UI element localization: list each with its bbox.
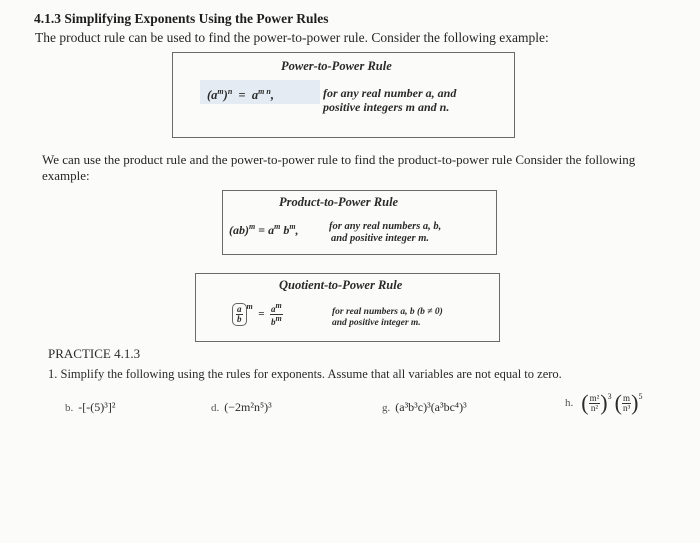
power-to-power-title: Power-to-Power Rule <box>281 59 392 73</box>
problem-g-label: g. <box>382 402 391 414</box>
product-to-power-box <box>222 190 497 255</box>
product-to-power-title: Product-to-Power Rule <box>279 195 399 209</box>
problem-h-fraction-2 <box>622 394 631 413</box>
problem-h-paren-open-2: ( <box>614 390 622 415</box>
condition-line-2: positive integers m and n. <box>323 99 450 114</box>
problem-h-exp-2: 5 <box>638 392 643 401</box>
quotient-lhs-fraction <box>236 305 243 324</box>
product-condition-2: and positive integer m. <box>331 233 429 245</box>
formula-close-paren: ) <box>223 88 228 103</box>
intro-text: The product rule can be used to find the power-to-power rule. Consider the following example: <box>35 30 549 45</box>
quotient-to-power-title: Quotient-to-Power Rule <box>279 278 403 292</box>
quotient-rhs-den-base: b <box>271 317 276 327</box>
problem-d-label: d. <box>211 402 220 414</box>
quotient-condition-1: for real numbers a, b (b ≠ 0) <box>332 307 443 317</box>
condition-line-1: for any real number a, and <box>323 86 457 100</box>
problem-g-expr: (a³b³c)³(a³bc⁴)³ <box>395 400 467 414</box>
quotient-rhs-den <box>270 315 283 327</box>
product-rhs-a-exp: m <box>274 222 281 231</box>
quotient-rhs-fraction <box>270 302 283 327</box>
quotient-lhs-exp: m <box>246 302 253 311</box>
problem-b-expr: -[-(5)³]² <box>78 400 116 414</box>
quotient-to-power-formula <box>232 302 283 327</box>
formula-base: (a <box>207 88 218 103</box>
power-to-power-box <box>172 52 515 138</box>
product-to-power-conditions <box>329 221 441 245</box>
problem-d-expr: (−2m²n⁵)³ <box>224 400 272 414</box>
power-to-power-conditions <box>323 87 456 115</box>
product-lhs: (ab) <box>229 223 249 237</box>
product-rhs-a: a <box>268 223 275 237</box>
problem-h-den-2: n³ <box>622 402 631 413</box>
problem-h-fraction-1 <box>589 394 601 413</box>
problem-d <box>211 400 272 415</box>
formula-result-base: a <box>251 88 259 103</box>
quotient-lhs-num: a <box>237 304 242 314</box>
problem-h-paren-close-2: ) <box>631 390 639 415</box>
product-to-power-formula <box>229 222 299 238</box>
quotient-lhs-den: b <box>237 314 242 324</box>
problem-h-paren-open-1: ( <box>581 390 589 415</box>
formula-inner-exp: m <box>217 87 224 96</box>
problem-g <box>382 400 467 415</box>
quotient-condition-2: and positive integer m. <box>332 317 421 328</box>
formula-outer-exp: n <box>227 87 233 96</box>
explanation-paragraph: We can use the product rule and the power-to-power rule to find the product-to-power rule Consider the following example: <box>42 152 636 183</box>
formula-comma: , <box>270 88 274 103</box>
quotient-lhs-frame <box>232 303 247 326</box>
problem-h-den-1: n² <box>590 402 599 413</box>
product-comma: , <box>295 223 299 237</box>
problem-b-label: b. <box>65 402 74 414</box>
quotient-rhs-den-exp: m <box>275 314 282 323</box>
practice-title: PRACTICE 4.1.3 <box>48 346 141 361</box>
problem-h-label: h. <box>565 396 574 409</box>
quotient-rhs-num-base: a <box>271 304 276 314</box>
problem-h-num-1: m² <box>589 392 600 403</box>
quotient-equals: = <box>258 308 265 321</box>
question-instruction: 1. Simplify the following using the rules for exponents. Assume that all variables are not equal to zero. <box>48 367 562 381</box>
quotient-to-power-conditions <box>332 307 443 329</box>
product-lhs-exp: m <box>249 222 256 231</box>
problem-h-exp-1: 3 <box>607 392 612 401</box>
product-rhs-b-exp: m <box>289 222 296 231</box>
product-rhs-b: b <box>283 223 290 237</box>
problem-b <box>65 400 115 415</box>
formula-equals: = <box>238 88 246 103</box>
quotient-rhs-num-exp: m <box>275 301 282 310</box>
problem-h-paren-close-1: ) <box>600 390 608 415</box>
product-condition-1: for any real numbers a, b, <box>329 221 442 232</box>
product-equals: = <box>258 223 266 237</box>
problem-h <box>565 392 642 414</box>
quotient-to-power-box <box>195 273 500 342</box>
problem-h-num-2: m <box>623 392 631 403</box>
section-heading: 4.1.3 Simplifying Exponents Using the Power Rules <box>34 11 329 26</box>
formula-result-exp: m n <box>258 87 271 96</box>
power-to-power-formula <box>207 87 274 103</box>
